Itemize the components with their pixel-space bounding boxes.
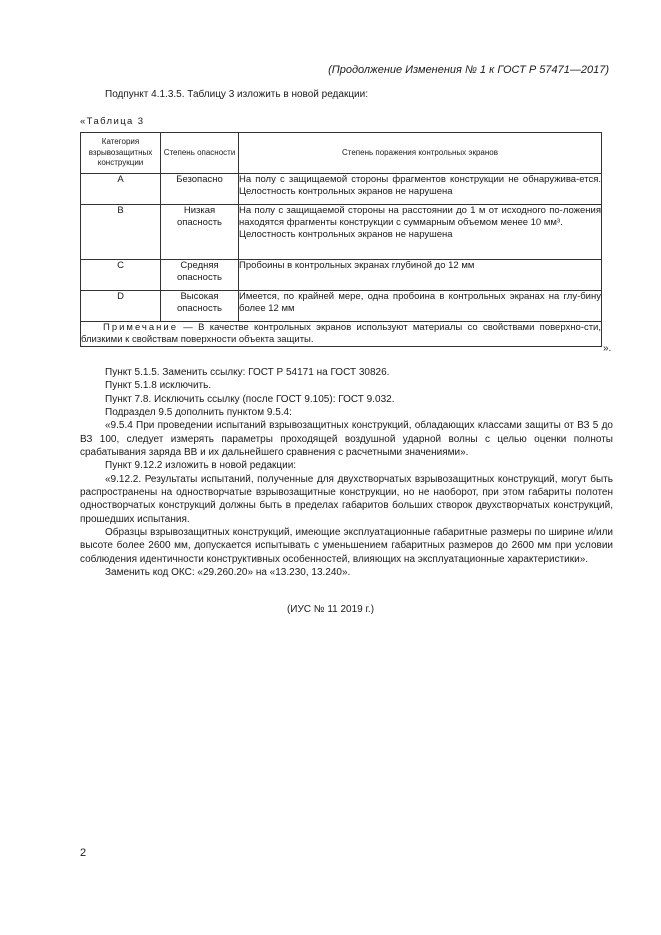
note-label: Примечание: [103, 322, 178, 333]
row-level: Безопасно: [161, 174, 239, 205]
paragraph: Пункт 7.8. Исключить ссылку (после ГОСТ 9.105): ГОСТ 9.032.: [105, 393, 395, 405]
paragraph: Заменить код ОКС: «29.260.20» на «13.230, 13.240».: [105, 567, 351, 579]
row-level: Средняя опасность: [161, 260, 239, 291]
table-row: [81, 291, 602, 322]
paragraph: «9.5.4 При проведении испытаний взрывозащитных конструкций, обладающих классами защиты от ВЗ 5 до ВЗ 100, следует измерять параметры проходящей воздушной ударной волны с целью оценки полноты срабатывания заряда ВВ и их дальнейшего сравнения с расчетными значениями».: [80, 420, 613, 459]
table-3: [80, 132, 602, 347]
row-level: Низкая опасность: [161, 205, 239, 260]
body-text: [80, 366, 613, 580]
paragraph: Подраздел 9.5 дополнить пунктом 9.5.4:: [105, 407, 292, 419]
header-category: Категория взрывозащитных конструкции: [81, 133, 161, 174]
page-number: 2: [80, 847, 87, 859]
paragraph: Пункт 5.1.8 исключить.: [105, 380, 212, 392]
table-note: [81, 322, 602, 347]
running-header: (Продолжение Изменения № 1 к ГОСТ Р 57471—2017): [328, 64, 609, 76]
row-description-main: На полу с защищаемой стороны на расстоянии до 1 м от исходного по-ложения находятся фрагменты конструкции с суммарным объемом менее 10 мм³.: [239, 205, 601, 229]
paragraph: Пункт 5.1.5. Заменить ссылку: ГОСТ Р 54171 на ГОСТ 30826.: [105, 367, 390, 378]
row-category: В: [81, 205, 161, 260]
table-row: [81, 205, 602, 260]
closing-quote: ».: [603, 343, 612, 354]
row-description: [239, 205, 602, 260]
header-description: Степень поражения контрольных экранов: [239, 133, 602, 174]
table-row: [81, 174, 602, 205]
paragraph: Пункт 9.12.2 изложить в новой редакции:: [105, 460, 297, 472]
row-description: Пробоины в контрольных экранах глубиной до 12 мм: [239, 260, 602, 291]
row-description: Имеется, по крайней мере, одна пробоина в контрольных экранах на глу-бину более 12 мм: [239, 291, 602, 322]
row-description-extra: Целостность контрольных экранов не нарушена: [239, 229, 453, 241]
table-caption: «Таблица 3: [80, 116, 145, 127]
table-note-row: [81, 322, 602, 347]
paragraph: Образцы взрывозащитных конструкций, имеющие эксплуатационные габаритные размеры по ширине и/или высоте более 2600 мм, допускается испытывать с уменьшением габаритных размеров до 2600 мм при условии соблюдения идентичности конструктивных особенностей, влияющих на эксплуатационные характеристики».: [80, 527, 613, 565]
note-text: — В качестве контрольных экранов используют материалы со свойствами поверхно-сти, близкими к свойствам поверхности объекта защиты.: [81, 322, 602, 346]
row-category: А: [81, 174, 161, 205]
table-row: [81, 260, 602, 291]
row-category: D: [81, 291, 161, 322]
row-description: На полу с защищаемой стороны фрагментов конструкции не обнаружива-ется. Целостность контрольных экранов не нарушена: [239, 174, 602, 205]
ius-reference: (ИУС № 11 2019 г.): [286, 604, 375, 615]
header-level: Степень опасности: [161, 133, 239, 174]
paragraph: «9.12.2. Результаты испытаний, полученные для двухстворчатых взрывозащитных конструкций, могут быть распространены на одностворчатые взрывозащитные конструкции, но не наоборот, при этом габариты полотен одностворчатых конструкций должны быть в пределах габаритов больших створок двухстворчатых конструкций, прошедших испытания.: [80, 473, 613, 525]
row-level: Высокая опасность: [161, 291, 239, 322]
row-category: С: [81, 260, 161, 291]
table-header-row: [81, 133, 602, 174]
intro-paragraph: Подпункт 4.1.3.5. Таблицу 3 изложить в новой редакции:: [105, 89, 369, 100]
